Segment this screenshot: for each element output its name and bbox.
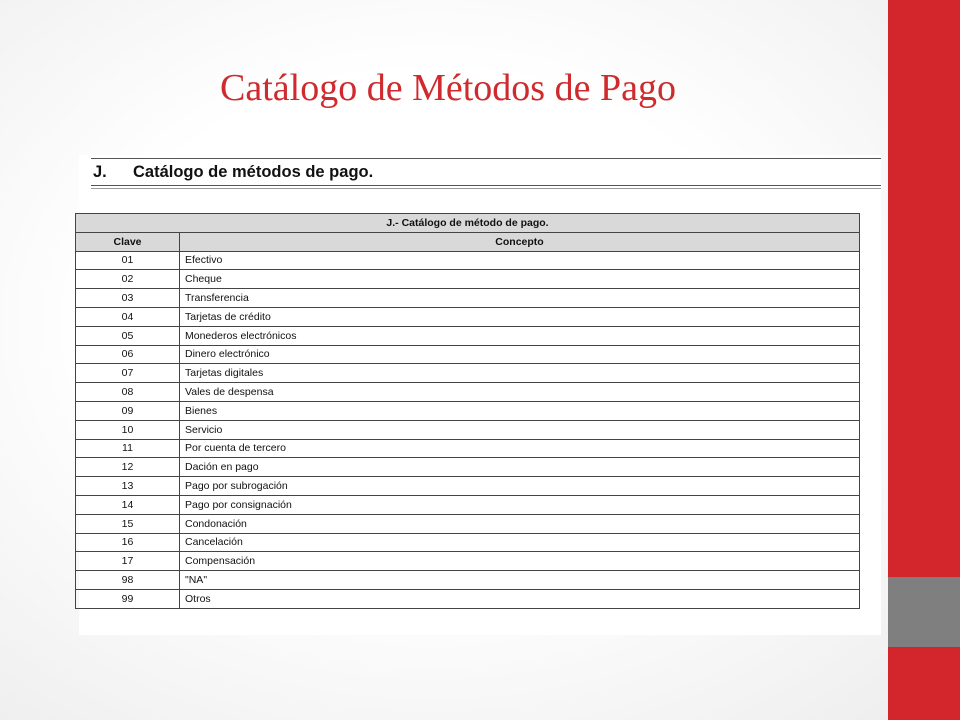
cell-concepto: Compensación [180,552,860,571]
cell-concepto: Por cuenta de tercero [180,439,860,458]
cell-concepto: Pago por consignación [180,495,860,514]
section-letter: J. [93,163,107,181]
divider-bottom [91,185,881,186]
payment-methods-table [75,213,860,609]
cell-concepto: Bienes [180,401,860,420]
table-row [76,270,860,289]
cell-concepto: Efectivo [180,251,860,270]
table-caption-row [76,214,860,233]
cell-clave: 14 [76,495,180,514]
cell-clave: 10 [76,420,180,439]
section-heading [93,163,373,182]
cell-concepto: Otros [180,589,860,608]
slide-title: Catálogo de Métodos de Pago [220,67,676,109]
cell-clave: 17 [76,552,180,571]
table-row [76,251,860,270]
cell-concepto: Cheque [180,270,860,289]
table-row [76,364,860,383]
cell-concepto: Servicio [180,420,860,439]
cell-clave: 04 [76,307,180,326]
table-row [76,307,860,326]
header-clave: Clave [76,232,180,251]
table-row [76,345,860,364]
header-concepto: Concepto [180,232,860,251]
table-row [76,289,860,308]
cell-concepto: Tarjetas digitales [180,364,860,383]
table-row [76,533,860,552]
side-accent-block [888,577,960,647]
cell-clave: 15 [76,514,180,533]
table-row [76,514,860,533]
cell-clave: 05 [76,326,180,345]
table-row [76,458,860,477]
cell-concepto: Tarjetas de crédito [180,307,860,326]
document-image [79,155,881,635]
cell-concepto: Monederos electrónicos [180,326,860,345]
cell-concepto: Condonación [180,514,860,533]
cell-clave: 99 [76,589,180,608]
cell-clave: 13 [76,477,180,496]
section-heading-text: Catálogo de métodos de pago. [133,163,374,181]
cell-clave: 08 [76,383,180,402]
table-row [76,552,860,571]
table-row [76,420,860,439]
table-row [76,477,860,496]
table-row [76,495,860,514]
table-row [76,571,860,590]
cell-concepto: Vales de despensa [180,383,860,402]
table-body [76,251,860,608]
cell-clave: 09 [76,401,180,420]
cell-concepto: Transferencia [180,289,860,308]
table-header-row [76,232,860,251]
cell-concepto: "NA" [180,571,860,590]
cell-clave: 16 [76,533,180,552]
divider-top [91,158,881,159]
table-row [76,439,860,458]
table-row [76,383,860,402]
cell-clave: 06 [76,345,180,364]
cell-clave: 07 [76,364,180,383]
cell-clave: 03 [76,289,180,308]
cell-clave: 98 [76,571,180,590]
divider-bottom-2 [91,188,881,189]
cell-concepto: Dación en pago [180,458,860,477]
cell-clave: 11 [76,439,180,458]
cell-concepto: Cancelación [180,533,860,552]
cell-clave: 02 [76,270,180,289]
table-row [76,326,860,345]
table-row [76,589,860,608]
cell-concepto: Pago por subrogación [180,477,860,496]
table-caption: J.- Catálogo de método de pago. [76,214,860,233]
cell-concepto: Dinero electrónico [180,345,860,364]
cell-clave: 01 [76,251,180,270]
cell-clave: 12 [76,458,180,477]
table-row [76,401,860,420]
